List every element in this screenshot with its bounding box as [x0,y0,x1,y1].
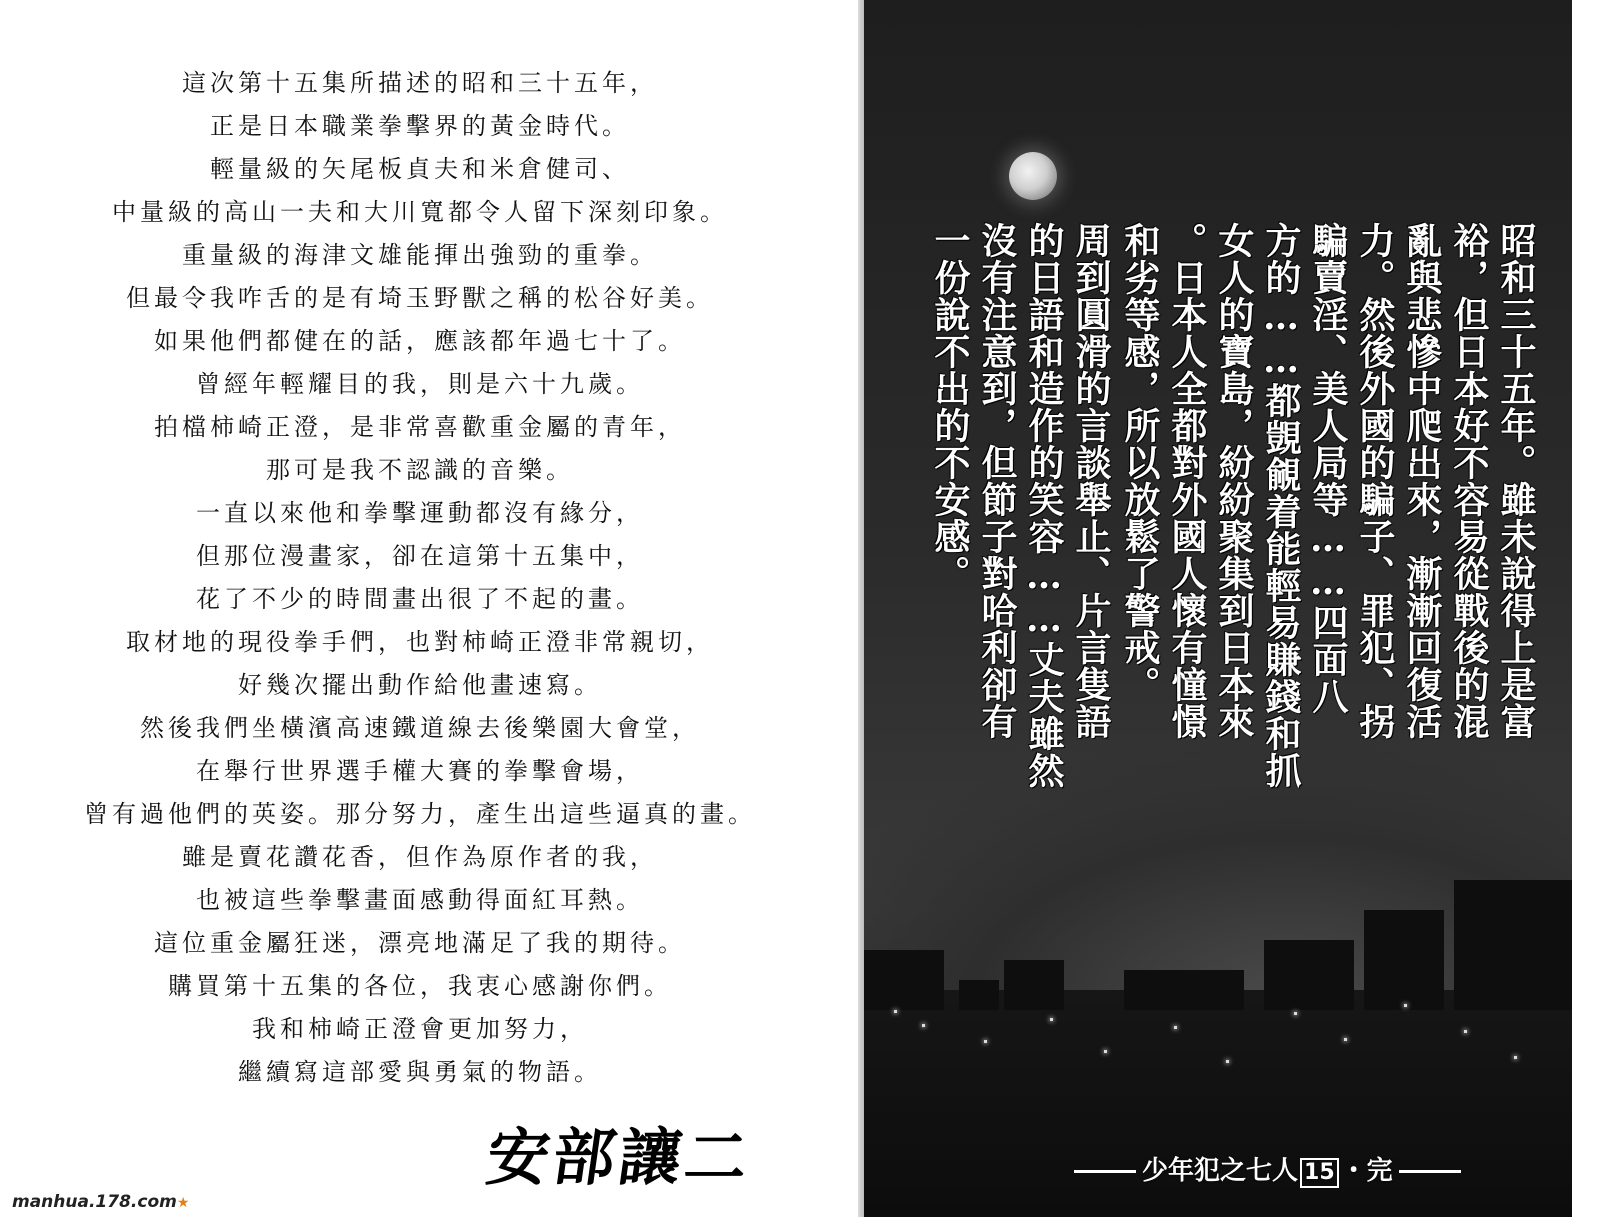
narration-column: 力。然後外國的騙子、罪犯、拐 [1354,222,1396,740]
narration-column: 的日語和造作的笑容……丈夫雖然 [1023,222,1065,789]
building-silhouette [1124,970,1244,1010]
building-silhouette [864,950,944,1010]
star-icon: ★ [176,1195,190,1211]
narration-column: 女人的寶島，紛紛聚集到日本來 [1213,222,1255,740]
narration-paragraph-2 [926,222,1114,789]
afterword-line: 花了不少的時間畫出很了不起的畫。 [196,585,644,613]
narration-column: 亂與悲慘中爬出來，漸漸回復活 [1401,222,1443,740]
city-light [1514,1056,1517,1059]
building-silhouette [1454,880,1572,1010]
building-silhouette [1364,910,1444,1010]
narration-column: 一份說不出的不安感。 [929,222,971,592]
page-margin [1572,0,1600,1217]
afterword-text [40,62,800,1094]
city-light [1404,1004,1407,1007]
afterword-line: 我和柿崎正澄會更加努力， [252,1015,588,1043]
narration-column: 裕，但日本好不容易從戰後的混 [1448,222,1490,740]
afterword-line: 取材地的現役拳手們，也對柿崎正澄非常親切， [126,628,714,656]
moon-icon [1009,152,1057,200]
afterword-line: 但最令我咋舌的是有埼玉野獸之稱的松谷好美。 [126,284,714,312]
afterword-line: 如果他們都健在的話，應該都年過七十了。 [154,327,686,355]
afterword-line: 重量級的海津文雄能揮出強勁的重拳。 [182,241,658,269]
narration-column: 騙賣淫、美人局等……四面八 [1307,222,1349,715]
building-silhouette [1264,940,1354,1010]
city-light [894,1010,897,1013]
afterword-line: 購買第十五集的各位，我衷心感謝你們。 [168,972,672,1000]
city-light [984,1040,987,1043]
narration-column: 和劣等感，所以放鬆了警戒。 [1119,222,1161,703]
afterword-line: 然後我們坐橫濱高速鐵道線去後樂園大會堂， [140,714,700,742]
night-illustration-page [864,0,1572,1217]
narration-paragraph-1 [1116,222,1539,789]
afterword-line: 一直以來他和拳擊運動都沒有緣分， [196,499,644,527]
narration-column: 沒有注意到，但節子對哈利卻有 [976,222,1018,740]
afterword-line: 這次第十五集所描述的昭和三十五年， [182,69,658,97]
city-light [1226,1060,1229,1063]
building-silhouette [959,980,999,1010]
city-light [1174,1026,1177,1029]
narration-column: 方的……都覬覦着能輕易賺錢和抓 [1260,222,1302,789]
afterword-line: 輕量級的矢尾板貞夫和米倉健司、 [210,155,630,183]
narration-column: 周到圓滑的言談舉止、片言隻語 [1070,222,1112,740]
afterword-line: 也被這些拳擊畫面感動得面紅耳熱。 [196,886,644,914]
afterword-line: 中量級的高山一夫和大川寬都令人留下深刻印象。 [112,198,728,226]
city-light [1050,1018,1053,1021]
author-signature: 安部讓二 [482,1121,757,1194]
building-silhouette [1004,960,1064,1010]
city-light [1464,1030,1467,1033]
volume-number: 15 [1300,1158,1339,1188]
afterword-line: 但那位漫畫家，卻在這第十五集中， [196,542,644,570]
afterword-line: 拍檔柿崎正澄，是非常喜歡重金屬的青年， [154,413,686,441]
afterword-line: 雖是賣花讚花香，但作為原作者的我， [182,843,658,871]
afterword-line: 在舉行世界選手權大賽的拳擊會場， [196,757,644,785]
city-light [1294,1012,1297,1015]
narration-column: 。日本人全都對外國人懷有憧憬 [1166,222,1208,740]
volume-end-mark [1068,1150,1467,1188]
dash-line [1074,1170,1136,1173]
afterword-line: 曾經年輕耀目的我，則是六十九歲。 [196,370,644,398]
afterword-line: 正是日本職業拳擊界的黃金時代。 [210,112,630,140]
city-light [1344,1038,1347,1041]
afterword-line: 繼續寫這部愛與勇氣的物語。 [238,1058,602,1086]
afterword-line: 這位重金屬狂迷，漂亮地滿足了我的期待。 [154,929,686,957]
city-light [1104,1050,1107,1053]
afterword-line: 好幾次擺出動作給他畫速寫。 [238,671,602,699]
afterword-line: 曾有過他們的英姿。那分努力，產生出這些逼真的畫。 [84,800,756,828]
end-label: ・完 [1340,1156,1393,1186]
narration-column: 昭和三十五年。雖未說得上是富 [1495,222,1537,740]
dash-line [1399,1170,1461,1173]
site-watermark[interactable] [12,1192,189,1212]
afterword-line: 那可是我不認識的音樂。 [266,456,574,484]
watermark-text[interactable]: manhua.178.com [12,1192,177,1212]
city-light [922,1024,925,1027]
series-title: 少年犯之七人 [1142,1156,1299,1186]
